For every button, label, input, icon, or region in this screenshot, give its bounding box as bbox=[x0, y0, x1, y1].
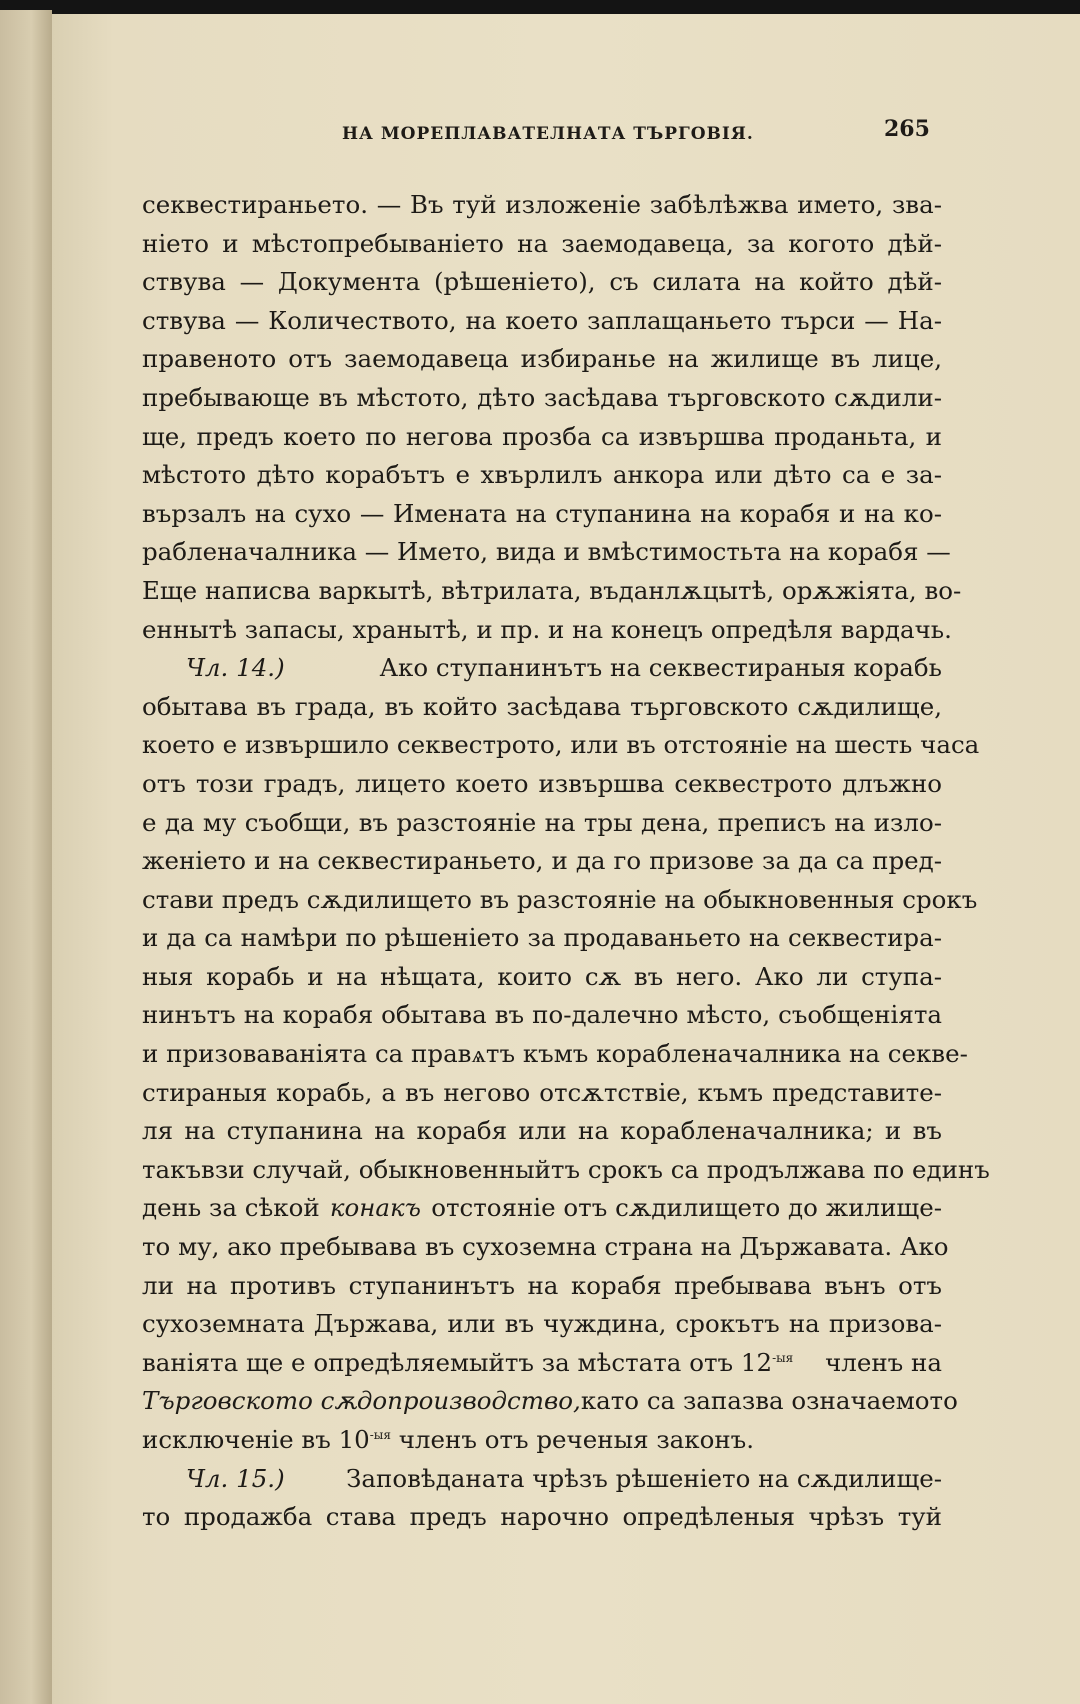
text-line: обытава въ града, въ който засѣдава търговското сѫдилище, bbox=[142, 691, 942, 721]
text-line: женіето и на секвестираньето, и да го призове за да са пред- bbox=[142, 846, 942, 876]
text-fragment: Ако ступанинътъ на секвестираныя корабь bbox=[379, 653, 942, 683]
text-line: Еще написва варкытѣ, вѣтрилата, въданлѫцытѣ, орѫжіята, во- bbox=[142, 575, 962, 605]
article-label: Чл. 14.) bbox=[186, 653, 285, 683]
text-line: отъ този градъ, лицето което извършва секвестрото длъжно bbox=[142, 768, 942, 798]
article-label: Чл. 15.) bbox=[186, 1463, 285, 1493]
text-line: ныя корабь и на нѣщата, които сѫ въ него. Ако ли ступа- bbox=[142, 961, 942, 991]
text-line: ствува — Документа (рѣшеніето), съ силата на който дѣй- bbox=[142, 267, 942, 297]
text-fragment: членъ отъ реченыя законъ. bbox=[390, 1425, 755, 1454]
text-line: мѣстото дѣто корабътъ е хвърлилъ анкора или дѣто са е за- bbox=[142, 460, 942, 490]
text-line: рабленачалника — Името, вида и вмѣстимостьта на корабя — bbox=[142, 537, 951, 567]
text-fragment: членъ на bbox=[825, 1347, 942, 1377]
ordinal-suffix: -ыя bbox=[772, 1350, 794, 1365]
text-line: ніето и мѣстопребываніето на заемодавеца, за когото дѣй- bbox=[142, 228, 942, 258]
text-line-mixed bbox=[142, 1344, 942, 1383]
text-line: ля на ступанина на корабя или на корабленачалника; и въ bbox=[142, 1116, 942, 1146]
text-line: стави предъ сѫдилището въ разстояніе на обыкновенныя срокъ bbox=[142, 884, 978, 914]
body-text bbox=[142, 186, 990, 1537]
article-15-line bbox=[142, 1460, 942, 1499]
text-line: и да са намѣри по рѣшеніето за продаваньето на секвестира- bbox=[142, 923, 942, 953]
text-line: ще, предъ което по негова прозба са извършва проданьта, и bbox=[142, 421, 942, 451]
page-number: 265 bbox=[884, 116, 930, 142]
book-page bbox=[52, 14, 1080, 1704]
text-line: стираныя корабь, а въ негово отсѫтствіе, къмъ представите- bbox=[142, 1077, 942, 1107]
text-line-mixed bbox=[142, 1189, 942, 1228]
text-line: пребывающе въ мѣстото, дѣто засѣдава търговското сѫдили- bbox=[142, 382, 942, 412]
text-fragment: ваніята ще е опредѣляемыйтъ за мѣстата отъ 12 bbox=[142, 1347, 773, 1377]
text-fragment: исключеніе въ 10 bbox=[142, 1425, 370, 1454]
text-line: ли на противъ ступанинътъ на корабя пребывава вънъ отъ bbox=[142, 1270, 942, 1300]
text-fragment: отстояніе отъ сѫдилището до жилище- bbox=[431, 1193, 942, 1223]
text-line: ствува — Количеството, на което заплащаньето търси — На- bbox=[142, 305, 942, 335]
text-line: то продажба става предъ нарочно опредѣленыя чрѣзъ туй bbox=[142, 1502, 942, 1532]
running-title: НА МОРЕПЛАВАТЕЛНАТА ТЪРГОВІЯ. bbox=[342, 124, 754, 144]
italic-term: конакъ bbox=[329, 1193, 421, 1223]
text-line-mixed bbox=[142, 1421, 942, 1460]
text-line: то му, ако пребывава въ сухоземна страна на Държавата. Ако bbox=[142, 1232, 949, 1262]
text-line: такъвзи случай, обыкновенныйтъ срокъ са продължава по единъ bbox=[142, 1154, 990, 1184]
text-fragment bbox=[142, 1344, 793, 1383]
text-line: е да му съобщи, въ разстояніе на тры дена, преписъ на изло- bbox=[142, 807, 942, 837]
text-line: секвестираньето. — Въ туй изложеніе забѣлѣжва името, зва- bbox=[142, 190, 942, 219]
text-fragment: Заповѣданата чрѣзъ рѣшеніето на сѫдилище- bbox=[346, 1463, 942, 1493]
ordinal-suffix: -ыя bbox=[369, 1427, 391, 1442]
text-line: вързалъ на сухо — Имената на ступанина на корабя и на ко- bbox=[142, 498, 942, 528]
text-fragment: като са запазва означаемото bbox=[580, 1386, 958, 1416]
italic-term: Търговското сѫдопроизводство, bbox=[142, 1386, 581, 1416]
text-line: еннытѣ запасы, хранытѣ, и пр. и на конецъ опредѣля вардачь. bbox=[142, 614, 952, 644]
text-line: сухоземната Държава, или въ чуждина, срокътъ на призова- bbox=[142, 1309, 942, 1339]
text-line-mixed bbox=[142, 1382, 958, 1421]
text-line: което е извършило секвестрото, или въ отстояніе на шесть часа bbox=[142, 730, 980, 760]
text-line: правеното отъ заемодавеца избиранье на жилище въ лице, bbox=[142, 344, 942, 374]
text-line: нинътъ на корабя обытава въ по-далечно мѣсто, съобщеніята bbox=[142, 1000, 942, 1030]
article-14-line bbox=[142, 649, 942, 688]
text-fragment: день за сѣкой bbox=[142, 1193, 320, 1223]
text-line: и призоваваніята са правѧтъ къмъ корабленачалника на секве- bbox=[142, 1039, 968, 1069]
facing-page-edge bbox=[0, 10, 52, 1704]
